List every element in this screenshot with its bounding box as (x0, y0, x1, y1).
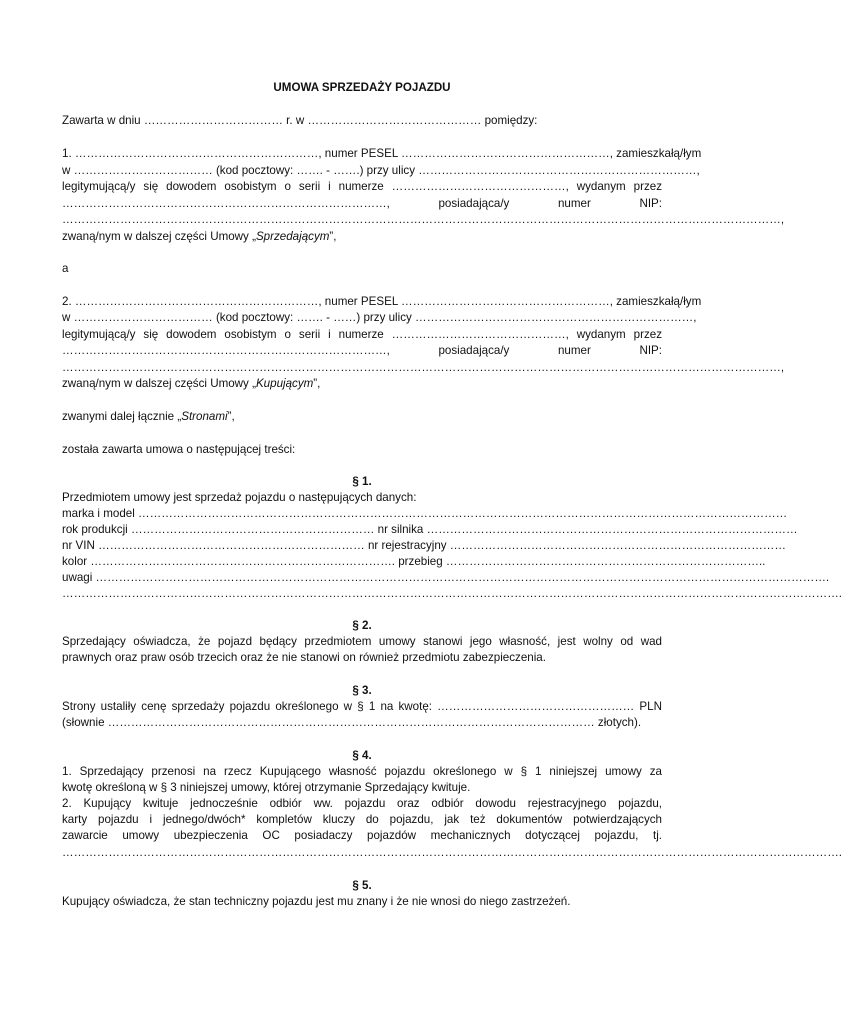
section-4-point-2-line-2: karty pojazdu i jednego/dwóch* kompletów kluczy do pojazdu, jak też dokumentów potwierdzających (62, 813, 662, 826)
parties-joint-name (62, 409, 662, 426)
section-4-point-1-line-2: kwotę określoną w § 3 niniejszej umowy, której otrzymanie Sprzedający kwituje. (62, 781, 471, 794)
party-1-line-4: …………………………………………………………………………, posiadająca/y numer NIP: (62, 197, 662, 210)
party-2-line-1: 2. ………………………………………………………, numer PESEL ………………………………………………, zamieszkałą/łym (62, 295, 702, 308)
party-2-line-5: ……………………………………………………………………………………………………………………………………………………………………, (62, 361, 785, 374)
role-prefix: zwaną/nym w dalszej części Umowy „ (62, 377, 256, 390)
section-2-line-1: Sprzedający oświadcza, że pojazd będący przedmiotem umowy stanowi jego własność, jest wolny od wad (62, 635, 662, 648)
role-suffix: ”, (329, 230, 337, 243)
section-5-line-1: Kupujący oświadcza, że stan techniczny pojazdu jest mu znany i że nie wnosi do niego zastrzeżeń. (62, 895, 571, 908)
party-1-role-line (62, 229, 662, 246)
section-2-heading: § 2. (352, 619, 372, 632)
joint-suffix: ”, (227, 410, 235, 423)
party-2-role-line (62, 376, 662, 393)
party-1-line-1: 1. ………………………………………………………, numer PESEL ………………………………………………, zamieszkałą/łym (62, 147, 702, 160)
field-make-model: marka i model …………………………………………………………………………………………………………………………………………………… (62, 507, 788, 520)
party-1-line-3: legitymującą/y się dowodem osobistym o serii i numerze ………………………………………, wydanym przez (62, 180, 662, 193)
party-2-line-4: …………………………………………………………………………, posiadająca/y numer NIP: (62, 344, 662, 357)
field-year-engine: rok produkcji ……………………………………………………… nr silnika …………………………………………………………………………………… (62, 523, 798, 536)
section-1-heading: § 1. (352, 475, 372, 488)
section-2-line-2: prawnych oraz praw osób trzecich oraz że nie stanowi on również przedmiotu zabezpieczenia. (62, 651, 546, 664)
field-color-mileage: kolor ……………………………………………………………………. przebieg ……………………………………………………………………….. (62, 555, 766, 568)
role-prefix: zwaną/nym w dalszej części Umowy „ (62, 230, 256, 243)
field-notes: uwagi ………………………………………………………………………………………………………………………………………………………………………. (62, 571, 830, 584)
role-name: Kupującym (255, 377, 314, 390)
section-5-heading: § 5. (352, 879, 372, 892)
role-name: Sprzedającym (255, 230, 330, 243)
party-1-line-2: w ……………………………… (kod pocztowy: ……. - …….) przy ulicy ………………………………………………………………, (62, 164, 700, 177)
field-vin-registration: nr VIN …………………………………………………………… nr rejestracyjny …………………………………………………………………………… (62, 539, 786, 552)
section-4-point-1-line-1: 1. Sprzedający przenosi na rzecz Kupującego własność pojazdu określonego w § 1 niniejszej umowy za (62, 765, 662, 778)
joint-name: Stronami (181, 410, 228, 423)
section-3-price: Strony ustaliły cenę sprzedaży pojazdu określonego w § 1 na kwotę: …………………………………………… PLN (62, 700, 662, 713)
party-2-line-3: legitymującą/y się dowodem osobistym o serii i numerze ………………………………………, wydanym przez (62, 328, 662, 341)
conjunction-a: a (62, 262, 69, 275)
party-2-line-2: w ……………………………… (kod pocztowy: ……. - ……) przy ulicy ………………………………………………………………, (62, 311, 697, 324)
role-suffix: ”, (313, 377, 321, 390)
section-3-heading: § 3. (352, 684, 372, 697)
party-1-line-5: ……………………………………………………………………………………………………………………………………………………………………, (62, 213, 785, 226)
section-4-point-2-line-4: …………………………………………………………………………………………………………………………………………………………………………………. (62, 846, 842, 859)
contract-intro: została zawarta umowa o następującej treści: (62, 443, 296, 456)
intro-line: Zawarta w dniu ……………………………… r. w ……………………………………… pomiędzy: (62, 114, 538, 127)
section-3-price-words: (słownie ……………………………………………………………………………………………………………… złotych). (62, 716, 642, 729)
section-4-point-2-line-3: zawarcie umowy ubezpieczenia OC posiadaczy pojazdów mechanicznych dotyczącej pojazdu, tj. (62, 829, 662, 842)
section-1-intro: Przedmiotem umowy jest sprzedaż pojazdu o następujących danych: (62, 491, 417, 504)
section-4-point-2-line-1: 2. Kupujący kwituje jednocześnie odbiór ww. pojazdu oraz odbiór dowodu rejestracyjnego pojazdu, (62, 797, 662, 810)
section-4-heading: § 4. (352, 749, 372, 762)
field-notes-continued: …………………………………………………………………………………………………………………………………………………………………………………. (62, 587, 842, 600)
joint-prefix: zwanymi dalej łącznie „ (62, 410, 182, 423)
document-title: UMOWA SPRZEDAŻY POJAZDU (273, 81, 451, 94)
